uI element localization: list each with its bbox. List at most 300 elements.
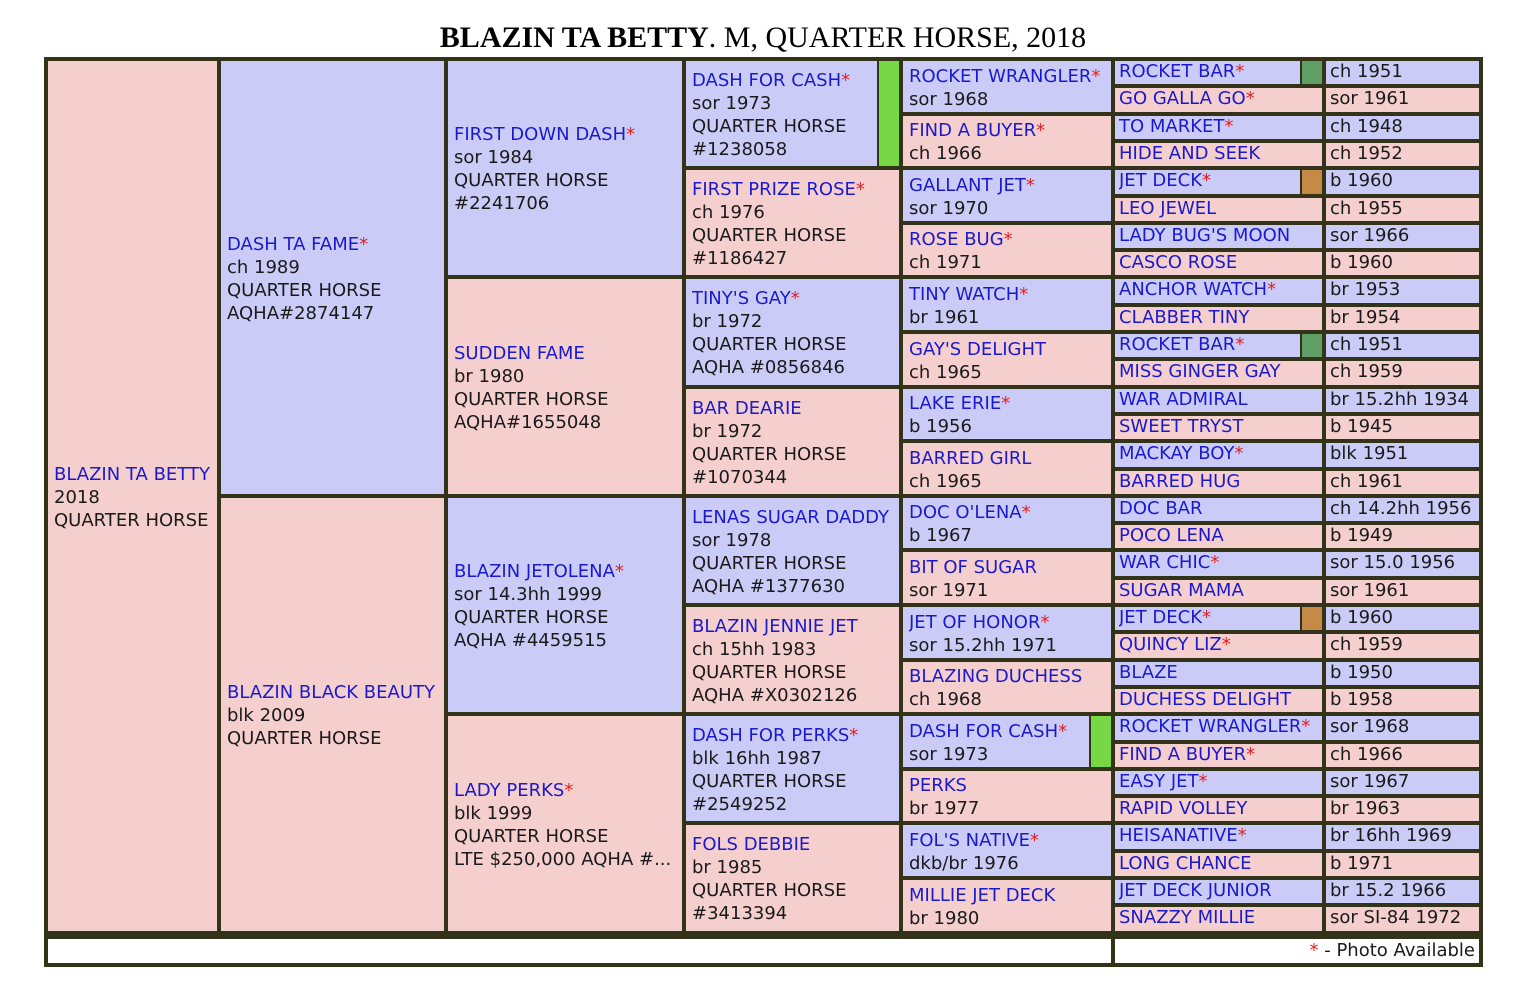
- ancestor-gen5-name: ANCHOR WATCH: [1119, 279, 1268, 300]
- ancestor-gen5: [1113, 86, 1324, 114]
- ancestor-gen4-text: [909, 829, 1107, 875]
- photo-available-star: *: [1235, 334, 1245, 355]
- ancestor-gen2-name: BLAZIN JETOLENA: [454, 561, 615, 582]
- ancestor-gen5-info-text: ch 1951: [1330, 61, 1403, 82]
- ancestor-gen3-text: [692, 724, 895, 816]
- ancestor-gen2-name-link[interactable]: [454, 560, 678, 583]
- ancestor-gen4-name: GAY'S DELIGHT: [909, 339, 1047, 360]
- ancestor-gen3-name-link[interactable]: [692, 178, 895, 201]
- ancestor-gen5-name: BLAZE: [1119, 662, 1178, 683]
- ancestor-gen5: [1113, 523, 1324, 550]
- footer-blank: [46, 937, 1113, 965]
- ancestor-gen3-line: #3413394: [692, 903, 788, 924]
- ancestor-gen5-info-text: ch 1948: [1330, 116, 1403, 137]
- ancestor-gen5-info: [1324, 851, 1481, 878]
- ancestor-gen4-name-link[interactable]: [909, 65, 1107, 88]
- ancestor-gen5: [1113, 168, 1324, 196]
- ancestor-gen4-name-link[interactable]: [909, 338, 1107, 361]
- ancestor-gen5-name-link[interactable]: [1119, 415, 1320, 438]
- dam-name-link[interactable]: [227, 681, 440, 704]
- ancestor-gen3-line: sor 1978: [692, 530, 772, 551]
- ancestor-gen4-line: ch 1966: [909, 143, 982, 164]
- ancestor-gen5-name: DOC BAR: [1119, 498, 1203, 519]
- photo-available-star: *: [1025, 175, 1035, 196]
- ancestor-gen3-line: br 1972: [692, 421, 763, 442]
- ancestor-gen4-name: GALLANT JET: [909, 175, 1026, 196]
- ancestor-gen5-name-link[interactable]: [1119, 715, 1320, 738]
- photo-available-star: *: [1040, 612, 1050, 633]
- ancestor-gen3: [684, 714, 901, 823]
- ancestor-gen4-name: MILLIE JET DECK: [909, 885, 1056, 906]
- ancestor-gen5-name: GO GALLA GO: [1119, 88, 1246, 109]
- ancestor-gen4: [901, 769, 1113, 823]
- ancestor-gen4-line: sor 1968: [909, 89, 989, 110]
- ancestor-gen5-name: WAR ADMIRAL: [1119, 389, 1248, 410]
- ancestor-gen5-info: [1324, 523, 1481, 550]
- ancestor-gen5-name: FIND A BUYER: [1119, 744, 1247, 765]
- ancestor-gen5: [1113, 277, 1324, 305]
- ancestor-gen2-name-link[interactable]: [454, 342, 678, 365]
- ancestor-gen5: [1113, 578, 1324, 605]
- photo-available-star: *: [1221, 634, 1231, 655]
- ancestor-gen4-text: [909, 556, 1107, 602]
- sire-line-marker: [1300, 170, 1322, 194]
- ancestor-gen5-info-text: ch 1955: [1330, 198, 1403, 219]
- ancestor-gen2-line: QUARTER HORSE: [454, 607, 609, 628]
- ancestor-gen5-name: SNAZZY MILLIE: [1119, 907, 1256, 928]
- ancestor-gen4-name-link[interactable]: [909, 283, 1107, 306]
- ancestor-gen4-line: ch 1968: [909, 689, 982, 710]
- sire-line: QUARTER HORSE: [227, 280, 382, 301]
- ancestor-gen4-name-link[interactable]: [909, 174, 1107, 197]
- photo-available-star: *: [1058, 721, 1068, 742]
- ancestor-gen5-name: BARRED HUG: [1119, 471, 1241, 492]
- photo-available-star: *: [359, 234, 369, 255]
- ancestor-gen3: [684, 496, 901, 605]
- dam-name: BLAZIN BLACK BEAUTY: [227, 682, 436, 703]
- ancestor-gen5-name: JET DECK: [1119, 607, 1203, 628]
- ancestor-gen5-name-link[interactable]: [1119, 797, 1320, 820]
- ancestor-gen2: [446, 277, 684, 496]
- ancestor-gen3-text: [692, 287, 895, 379]
- ancestor-gen5-name-link[interactable]: [1119, 770, 1320, 793]
- photo-available-star: *: [855, 179, 865, 200]
- ancestor-gen4: [901, 878, 1113, 933]
- ancestor-gen4-name-link[interactable]: [909, 829, 1107, 852]
- ancestor-gen5-name: HEISANATIVE: [1119, 825, 1238, 846]
- ancestor-gen4: [901, 168, 1113, 223]
- ancestor-gen4: [901, 277, 1113, 332]
- dam: [219, 496, 446, 933]
- ancestor-gen5-name-link[interactable]: [1119, 661, 1320, 684]
- ancestor-gen4-name: DASH FOR CASH: [909, 721, 1059, 742]
- ancestor-gen2-name: FIRST DOWN DASH: [454, 124, 627, 145]
- ancestor-gen5-info: [1324, 714, 1481, 742]
- ancestor-gen4-name-link[interactable]: [909, 611, 1107, 634]
- sire-line: ch 1989: [227, 257, 300, 278]
- ancestor-gen5: [1113, 714, 1324, 742]
- ancestor-gen2-line: br 1980: [454, 366, 525, 387]
- ancestor-gen5-name-link[interactable]: [1119, 224, 1320, 247]
- ancestor-gen5-name-link[interactable]: [1119, 579, 1320, 602]
- ancestor-gen4-text: [909, 884, 1107, 930]
- ancestor-gen5-name: WAR CHIC: [1119, 552, 1211, 573]
- ancestor-gen3-text: [692, 178, 895, 270]
- ancestor-gen3-line: QUARTER HORSE: [692, 553, 847, 574]
- ancestor-gen4-name-link[interactable]: [909, 228, 1107, 251]
- ancestor-gen5-info: [1324, 332, 1481, 359]
- ancestor-gen5: [1113, 59, 1324, 86]
- sire-name-link[interactable]: [227, 233, 440, 256]
- ancestor-gen3-line: sor 1973: [692, 93, 772, 114]
- ancestor-gen4: [901, 823, 1113, 878]
- ancestor-gen3-name-link[interactable]: [692, 69, 873, 92]
- ancestor-gen4-name: FIND A BUYER: [909, 120, 1037, 141]
- ancestor-gen4-line: sor 1970: [909, 198, 989, 219]
- dam-line: blk 2009: [227, 705, 306, 726]
- photo-available-star: *: [1001, 393, 1011, 414]
- dam-text: [227, 681, 440, 750]
- title-details: . M, QUARTER HORSE, 2018: [708, 21, 1087, 54]
- ancestor-gen4-name: FOL'S NATIVE: [909, 830, 1031, 851]
- ancestor-gen5-name-link[interactable]: [1119, 142, 1320, 165]
- ancestor-gen3-line: QUARTER HORSE: [692, 880, 847, 901]
- ancestor-gen4-name-link[interactable]: [909, 501, 1107, 524]
- ancestor-gen3-name: BLAZIN JENNIE JET: [692, 616, 858, 637]
- ancestor-gen2-name: SUDDEN FAME: [454, 343, 585, 364]
- ancestor-gen5-name-link[interactable]: [1119, 906, 1320, 929]
- ancestor-gen3-line: #1186427: [692, 248, 788, 269]
- ancestor-gen5-info: [1324, 277, 1481, 305]
- ancestor-gen4-name-link[interactable]: [909, 884, 1107, 907]
- ancestor-gen5-name: SWEET TRYST: [1119, 416, 1244, 437]
- legend-text: - Photo Available: [1318, 940, 1475, 961]
- ancestor-gen5-name: CASCO ROSE: [1119, 252, 1238, 273]
- ancestor-gen3-line: br 1972: [692, 311, 763, 332]
- ancestor-gen4: [901, 496, 1113, 550]
- ancestor-gen2-line: QUARTER HORSE: [454, 389, 609, 410]
- ancestor-gen5-info: [1324, 196, 1481, 223]
- ancestor-gen5-name: DUCHESS DELIGHT: [1119, 689, 1292, 710]
- ancestor-gen5-name-link[interactable]: [1119, 306, 1320, 329]
- subject-horse-text: [54, 463, 213, 532]
- ancestor-gen5: [1113, 823, 1324, 851]
- sire-line-marker: [1089, 716, 1111, 767]
- ancestor-gen2-text: [454, 123, 678, 215]
- ancestor-gen5-info: [1324, 578, 1481, 605]
- ancestor-gen3: [684, 387, 901, 496]
- ancestor-gen5-info: [1324, 168, 1481, 196]
- ancestor-gen2-name-link[interactable]: [454, 123, 678, 146]
- photo-available-star: *: [1030, 830, 1040, 851]
- ancestor-gen5-name-link[interactable]: [1119, 87, 1320, 110]
- ancestor-gen5-info-text: b 1945: [1330, 416, 1393, 437]
- ancestor-gen2: [446, 714, 684, 933]
- ancestor-gen4-name: TINY WATCH: [909, 284, 1020, 305]
- photo-available-star: *: [1224, 116, 1234, 137]
- ancestor-gen3-line: QUARTER HORSE: [692, 662, 847, 683]
- ancestor-gen2-text: [454, 560, 678, 652]
- ancestor-gen5-info: [1324, 796, 1481, 823]
- ancestor-gen5-name-link[interactable]: [1119, 115, 1320, 138]
- ancestor-gen5-name-link[interactable]: [1119, 278, 1320, 301]
- ancestor-gen5-name: ROCKET BAR: [1119, 334, 1236, 355]
- ancestor-gen3-name: DASH FOR CASH: [692, 70, 842, 91]
- photo-available-star: *: [1267, 279, 1277, 300]
- ancestor-gen3-line: QUARTER HORSE: [692, 225, 847, 246]
- subject-horse: [46, 59, 219, 933]
- ancestor-gen5-info: [1324, 605, 1481, 632]
- ancestor-gen4-text: [909, 119, 1107, 165]
- ancestor-gen5-info: [1324, 905, 1481, 933]
- ancestor-gen5: [1113, 441, 1324, 469]
- photo-available-star: *: [1091, 66, 1101, 87]
- ancestor-gen5-info-text: ch 1951: [1330, 334, 1403, 355]
- ancestor-gen4-name-link[interactable]: [909, 665, 1107, 688]
- ancestor-gen4-name-link[interactable]: [909, 119, 1107, 142]
- ancestor-gen5-name: CLABBER TINY: [1119, 307, 1250, 328]
- ancestor-gen5: [1113, 250, 1324, 277]
- ancestor-gen2: [446, 496, 684, 714]
- ancestor-gen4-text: [909, 283, 1107, 329]
- ancestor-gen5-name: JET DECK: [1119, 170, 1203, 191]
- ancestor-gen5-info-text: sor 1967: [1330, 771, 1410, 792]
- ancestor-gen2-name-link[interactable]: [454, 779, 678, 802]
- sire-line-marker: [1300, 61, 1322, 84]
- ancestor-gen5-name-link[interactable]: [1119, 743, 1320, 766]
- subject-horse-name: BLAZIN TA BETTY: [54, 464, 210, 485]
- ancestor-gen4-name-link[interactable]: [909, 556, 1107, 579]
- subject-horse-line: QUARTER HORSE: [54, 510, 209, 531]
- photo-available-star: *: [1021, 502, 1031, 523]
- ancestor-gen3-line: AQHA #1377630: [692, 576, 845, 597]
- ancestor-gen4-line: dkb/br 1976: [909, 853, 1019, 874]
- title-horse-name: BLAZIN TA BETTY: [439, 21, 709, 54]
- ancestor-gen5-info: [1324, 359, 1481, 387]
- ancestor-gen5-info: [1324, 660, 1481, 687]
- ancestor-gen5: [1113, 878, 1324, 905]
- ancestor-gen5-name: MACKAY BOY: [1119, 443, 1235, 464]
- photo-available-star: *: [1301, 716, 1311, 737]
- ancestor-gen4: [901, 223, 1113, 277]
- ancestor-gen4-text: [909, 392, 1107, 438]
- ancestor-gen5: [1113, 769, 1324, 796]
- ancestor-gen5-name-link[interactable]: [1119, 551, 1320, 574]
- ancestor-gen5-info-text: ch 1966: [1330, 744, 1403, 765]
- ancestor-gen4-text: [909, 774, 1107, 820]
- ancestor-gen5-info-text: sor 15.0 1956: [1330, 552, 1456, 573]
- ancestor-gen3-name-link[interactable]: [692, 397, 895, 420]
- ancestor-gen5-info-text: b 1971: [1330, 853, 1393, 874]
- ancestor-gen4: [901, 114, 1113, 168]
- ancestor-gen4-name-link[interactable]: [909, 774, 1107, 797]
- photo-available-star: *: [841, 70, 851, 91]
- ancestor-gen3-text: [692, 397, 895, 489]
- photo-available-star: *: [1202, 170, 1212, 191]
- ancestor-gen5-name-link[interactable]: [1119, 360, 1320, 383]
- ancestor-gen5-info-text: sor 1968: [1330, 716, 1410, 737]
- ancestor-gen3-text: [692, 506, 895, 598]
- ancestor-gen5-info-text: sor 1961: [1330, 580, 1410, 601]
- ancestor-gen4-line: b 1967: [909, 525, 972, 546]
- ancestor-gen5-name-link[interactable]: [1119, 688, 1320, 711]
- ancestor-gen2-line: blk 1999: [454, 803, 533, 824]
- ancestor-gen4-name-link[interactable]: [909, 720, 1085, 743]
- ancestor-gen2-line: sor 14.3hh 1999: [454, 584, 602, 605]
- ancestor-gen5-name: SUGAR MAMA: [1119, 580, 1244, 601]
- dam-line: QUARTER HORSE: [227, 728, 382, 749]
- ancestor-gen3-line: AQHA #X0302126: [692, 685, 858, 706]
- ancestor-gen5-info: [1324, 687, 1481, 714]
- ancestor-gen5: [1113, 196, 1324, 223]
- ancestor-gen4-line: b 1956: [909, 416, 972, 437]
- ancestor-gen5-name: JET DECK JUNIOR: [1119, 880, 1272, 901]
- ancestor-gen5-name-link[interactable]: [1119, 470, 1320, 493]
- ancestor-gen4-name-link[interactable]: [909, 392, 1107, 415]
- ancestor-gen5: [1113, 687, 1324, 714]
- ancestor-gen4-line: ch 1971: [909, 252, 982, 273]
- ancestor-gen5-info: [1324, 414, 1481, 441]
- ancestor-gen3-name: LENAS SUGAR DADDY: [692, 507, 890, 528]
- ancestor-gen3-line: QUARTER HORSE: [692, 444, 847, 465]
- photo-available-star: *: [1235, 61, 1245, 82]
- ancestor-gen3-name-link[interactable]: [692, 615, 895, 638]
- ancestor-gen5-info: [1324, 387, 1481, 414]
- ancestor-gen5-info-text: ch 1961: [1330, 471, 1403, 492]
- ancestor-gen5: [1113, 660, 1324, 687]
- ancestor-gen5-info-text: br 1954: [1330, 307, 1401, 328]
- sire: [219, 59, 446, 496]
- ancestor-gen5: [1113, 496, 1324, 523]
- ancestor-gen2-line: AQHA#1655048: [454, 412, 602, 433]
- ancestor-gen5-info-text: sor 1966: [1330, 225, 1410, 246]
- ancestor-gen2-line: sor 1984: [454, 147, 534, 168]
- ancestor-gen5-name-link[interactable]: [1119, 497, 1320, 520]
- ancestor-gen5-name-link[interactable]: [1119, 442, 1320, 465]
- photo-available-star: *: [1246, 744, 1256, 765]
- ancestor-gen5-info-text: b 1960: [1330, 252, 1393, 273]
- photo-available-star: *: [790, 288, 800, 309]
- ancestor-gen4-line: sor 1973: [909, 744, 989, 765]
- ancestor-gen5-name-link[interactable]: [1119, 852, 1320, 875]
- ancestor-gen4-text: [909, 665, 1107, 711]
- ancestor-gen5-info: [1324, 441, 1481, 469]
- ancestor-gen3-name-link[interactable]: [692, 724, 895, 747]
- ancestor-gen5-info-text: b 1950: [1330, 662, 1393, 683]
- ancestor-gen5-name-link[interactable]: [1119, 197, 1320, 220]
- ancestor-gen4-text: [909, 501, 1107, 547]
- ancestor-gen5: [1113, 359, 1324, 387]
- ancestor-gen5: [1113, 469, 1324, 496]
- ancestor-gen3-text: [692, 833, 895, 925]
- ancestor-gen5: [1113, 632, 1324, 660]
- ancestor-gen3-line: AQHA #0856846: [692, 357, 845, 378]
- ancestor-gen5-info: [1324, 742, 1481, 769]
- ancestor-gen5-name-link[interactable]: [1119, 251, 1320, 274]
- ancestor-gen3-name: FIRST PRIZE ROSE: [692, 179, 856, 200]
- ancestor-gen4-text: [909, 228, 1107, 274]
- ancestor-gen3: [684, 823, 901, 933]
- ancestor-gen3-name-link[interactable]: [692, 833, 895, 856]
- ancestor-gen3-name-link[interactable]: [692, 506, 895, 529]
- ancestor-gen5-name-link[interactable]: [1119, 633, 1320, 656]
- photo-available-star: *: [1202, 607, 1212, 628]
- ancestor-gen3-text: [692, 69, 873, 161]
- ancestor-gen5-name: LONG CHANCE: [1119, 853, 1252, 874]
- ancestor-gen4-text: [909, 65, 1107, 111]
- ancestor-gen5-name-link[interactable]: [1119, 879, 1320, 902]
- ancestor-gen3-name: BAR DEARIE: [692, 398, 802, 419]
- ancestor-gen3-name-link[interactable]: [692, 287, 895, 310]
- ancestor-gen5-name-link[interactable]: [1119, 388, 1320, 411]
- ancestor-gen5-info: [1324, 250, 1481, 277]
- ancestor-gen4-name: BARRED GIRL: [909, 448, 1032, 469]
- ancestor-gen2-line: #2241706: [454, 193, 550, 214]
- sire-line-marker: [1300, 334, 1322, 357]
- ancestor-gen5-info: [1324, 114, 1481, 141]
- ancestor-gen5-name: LEO JEWEL: [1119, 198, 1217, 219]
- subject-horse-name-link[interactable]: [54, 463, 213, 486]
- ancestor-gen5-info-text: ch 1959: [1330, 634, 1403, 655]
- ancestor-gen5: [1113, 141, 1324, 168]
- ancestor-gen5-info-text: blk 1951: [1330, 443, 1409, 464]
- ancestor-gen4-text: [909, 447, 1107, 493]
- ancestor-gen4: [901, 387, 1113, 441]
- ancestor-gen4-text: [909, 338, 1107, 384]
- ancestor-gen5-info: [1324, 86, 1481, 114]
- ancestor-gen5: [1113, 851, 1324, 878]
- page-title: [0, 20, 1514, 56]
- ancestor-gen5: [1113, 414, 1324, 441]
- ancestor-gen4: [901, 660, 1113, 714]
- ancestor-gen5: [1113, 796, 1324, 823]
- ancestor-gen5-name-link[interactable]: [1119, 169, 1296, 192]
- ancestor-gen5-info-text: br 1963: [1330, 798, 1401, 819]
- ancestor-gen3-line: QUARTER HORSE: [692, 771, 847, 792]
- ancestor-gen5-name-link[interactable]: [1119, 333, 1296, 356]
- ancestor-gen5: [1113, 905, 1324, 933]
- ancestor-gen4-line: br 1961: [909, 307, 980, 328]
- ancestor-gen3: [684, 605, 901, 714]
- ancestor-gen3-name: FOLS DEBBIE: [692, 834, 811, 855]
- ancestor-gen5-name-link[interactable]: [1119, 60, 1296, 83]
- ancestor-gen4-text: [909, 611, 1107, 657]
- ancestor-gen2: [446, 59, 684, 277]
- ancestor-gen4-line: br 1980: [909, 908, 980, 929]
- ancestor-gen5-info-text: b 1958: [1330, 689, 1393, 710]
- ancestor-gen5-name: HIDE AND SEEK: [1119, 143, 1261, 164]
- sire-line-marker: [877, 61, 899, 166]
- ancestor-gen5-name-link[interactable]: [1119, 606, 1296, 629]
- ancestor-gen5-info-text: br 15.2hh 1934: [1330, 389, 1469, 410]
- ancestor-gen4-name-link[interactable]: [909, 447, 1107, 470]
- ancestor-gen3-text: [692, 615, 895, 707]
- ancestor-gen3-line: QUARTER HORSE: [692, 116, 847, 137]
- ancestor-gen5-info: [1324, 141, 1481, 168]
- ancestor-gen3-name: DASH FOR PERKS: [692, 725, 850, 746]
- ancestor-gen4: [901, 59, 1113, 114]
- ancestor-gen3: [684, 59, 901, 168]
- ancestor-gen5-name-link[interactable]: [1119, 524, 1320, 547]
- ancestor-gen5: [1113, 387, 1324, 414]
- ancestor-gen2-text: [454, 342, 678, 434]
- ancestor-gen5-info-text: sor 1961: [1330, 88, 1410, 109]
- ancestor-gen3-line: QUARTER HORSE: [692, 334, 847, 355]
- ancestor-gen3: [684, 168, 901, 277]
- ancestor-gen4: [901, 332, 1113, 387]
- ancestor-gen4-name: ROCKET WRANGLER: [909, 66, 1092, 87]
- ancestor-gen5-name-link[interactable]: [1119, 824, 1320, 847]
